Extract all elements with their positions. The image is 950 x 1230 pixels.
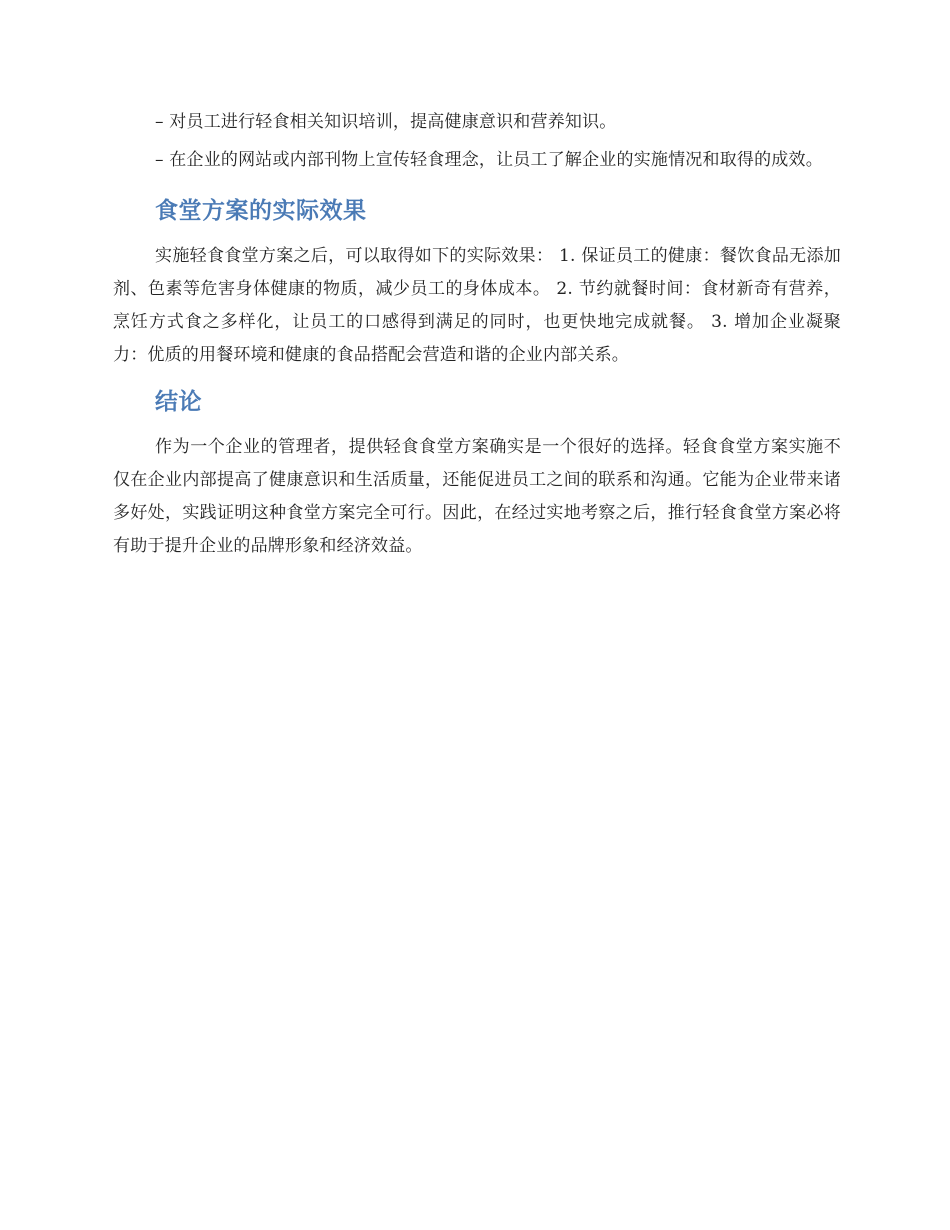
section-body-effects: 实施轻食食堂方案之后，可以取得如下的实际效果： 1. 保证员工的健康：餐饮食品无添加剂、色素等危害身体健康的物质，减少员工的身体成本。 2. 节约就餐时间：食材新奇有营养，烹饪方式食之多样化，让员工的口感得到满足的同时，也更快地完成就餐。 3. 增加企业凝聚力：优质的用餐环境和健康的食品搭配会营造和谐的企业内部关系。 — [113, 246, 841, 365]
bullet-training: – 对员工进行轻食相关知识培训，提高健康意识和营养知识。 — [155, 112, 617, 132]
bullet-promotion: – 在企业的网站或内部刊物上宣传轻食理念，让员工了解企业的实施情况和取得的成效。 — [155, 150, 823, 170]
document-content — [113, 106, 841, 563]
section-heading-conclusion: 结论 — [155, 389, 202, 415]
section-heading-effects: 食堂方案的实际效果 — [155, 198, 367, 224]
section-body-conclusion: 作为一个企业的管理者，提供轻食食堂方案确实是一个很好的选择。轻食食堂方案实施不仅在企业内部提高了健康意识和生活质量，还能促进员工之间的联系和沟通。它能为企业带来诸多好处，实践证明这种食堂方案完全可行。因此，在经过实地考察之后，推行轻食食堂方案必将有助于提升企业的品牌形象和经济效益。 — [113, 437, 841, 556]
